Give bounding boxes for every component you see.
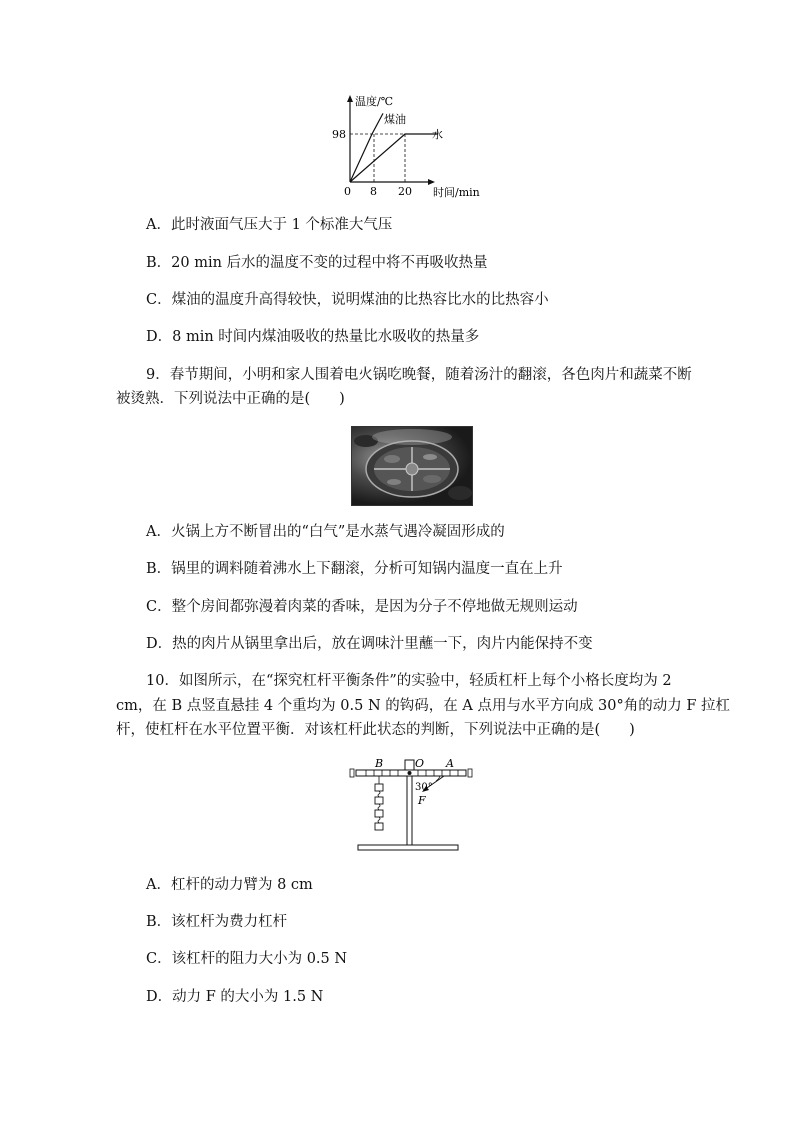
- q9-option-d: D．热的肉片从锅里拿出后，放在调味汁里蘸一下，肉片内能保持不变: [146, 636, 593, 652]
- x-axis-arrow: [428, 179, 435, 185]
- lever-base: [358, 845, 458, 850]
- q9-option-a: A．火锅上方不断冒出的“白气”是水蒸气遇冷凝固形成的: [146, 524, 505, 540]
- x-tick-20: 20: [398, 185, 412, 198]
- q10-stem-line-2: cm，在 B 点竖直悬挂 4 个重均为 0.5 N 的钩码，在 A 点用与水平方向成 30°角的动力 F 拉杠: [116, 698, 731, 714]
- q10-option-a: A．杠杆的动力臂为 8 cm: [146, 877, 313, 893]
- y-axis-label: 温度/℃: [355, 95, 394, 108]
- lever-stand: [407, 774, 412, 845]
- label-b: B: [375, 757, 384, 770]
- q8-option-d: D．8 min 时间内煤油吸收的热量比水吸收的热量多: [146, 329, 480, 345]
- q8-option-b: B．20 min 后水的温度不变的过程中将不再吸收热量: [146, 255, 488, 271]
- temperature-time-graph: [330, 90, 500, 202]
- label-o: O: [415, 757, 425, 770]
- q9-stem-line-2: 被烫熟．下列说法中正确的是( ): [116, 391, 345, 407]
- series-label-kerosene: 煤油: [384, 113, 406, 126]
- q10-option-d: D．动力 F 的大小为 1.5 N: [146, 989, 324, 1005]
- q8-option-c: C．煤油的温度升高得较快，说明煤油的比热容比水的比热容小: [146, 292, 549, 308]
- y-axis-arrow: [347, 95, 353, 102]
- label-a: A: [446, 757, 454, 770]
- x-axis-label: 时间/min: [433, 186, 480, 199]
- q9-stem-line-1: 9．春节期间，小明和家人围着电火锅吃晚餐，随着汤汁的翻滚，各色肉片和蔬菜不断: [146, 367, 692, 383]
- pivot-point: [408, 771, 412, 775]
- hotpot-photo: [351, 426, 473, 506]
- lever-figure: [348, 756, 478, 856]
- q9-option-b: B．锅里的调料随着沸水上下翻滚，分析可知锅内温度一直在上升: [146, 561, 563, 577]
- y-tick-98: 98: [332, 128, 346, 141]
- q8-option-a: A．此时液面气压大于 1 个标准大气压: [146, 217, 393, 233]
- x-tick-8: 8: [370, 185, 377, 198]
- series-line-kerosene: [350, 113, 383, 182]
- label-angle: 30°: [415, 782, 433, 793]
- q10-stem-line-3: 杆，使杠杆在水平位置平衡．对该杠杆此状态的判断，下列说法中正确的是( ): [116, 722, 635, 738]
- q9-option-c: C．整个房间都弥漫着肉菜的香味，是因为分子不停地做无规则运动: [146, 599, 578, 615]
- origin-label: 0: [344, 185, 351, 198]
- q10-stem-line-1: 10．如图所示，在“探究杠杆平衡条件”的实验中，轻质杠杆上每个小格长度均为 2: [146, 673, 672, 689]
- q10-option-b: B．该杠杆为费力杠杆: [146, 914, 288, 930]
- hotpot-photo-illustration: [352, 427, 472, 505]
- series-label-water: 水: [432, 128, 443, 141]
- q10-option-c: C．该杠杆的阻力大小为 0.5 N: [146, 951, 348, 967]
- label-f: F: [418, 794, 426, 807]
- series-line-water: [350, 134, 438, 182]
